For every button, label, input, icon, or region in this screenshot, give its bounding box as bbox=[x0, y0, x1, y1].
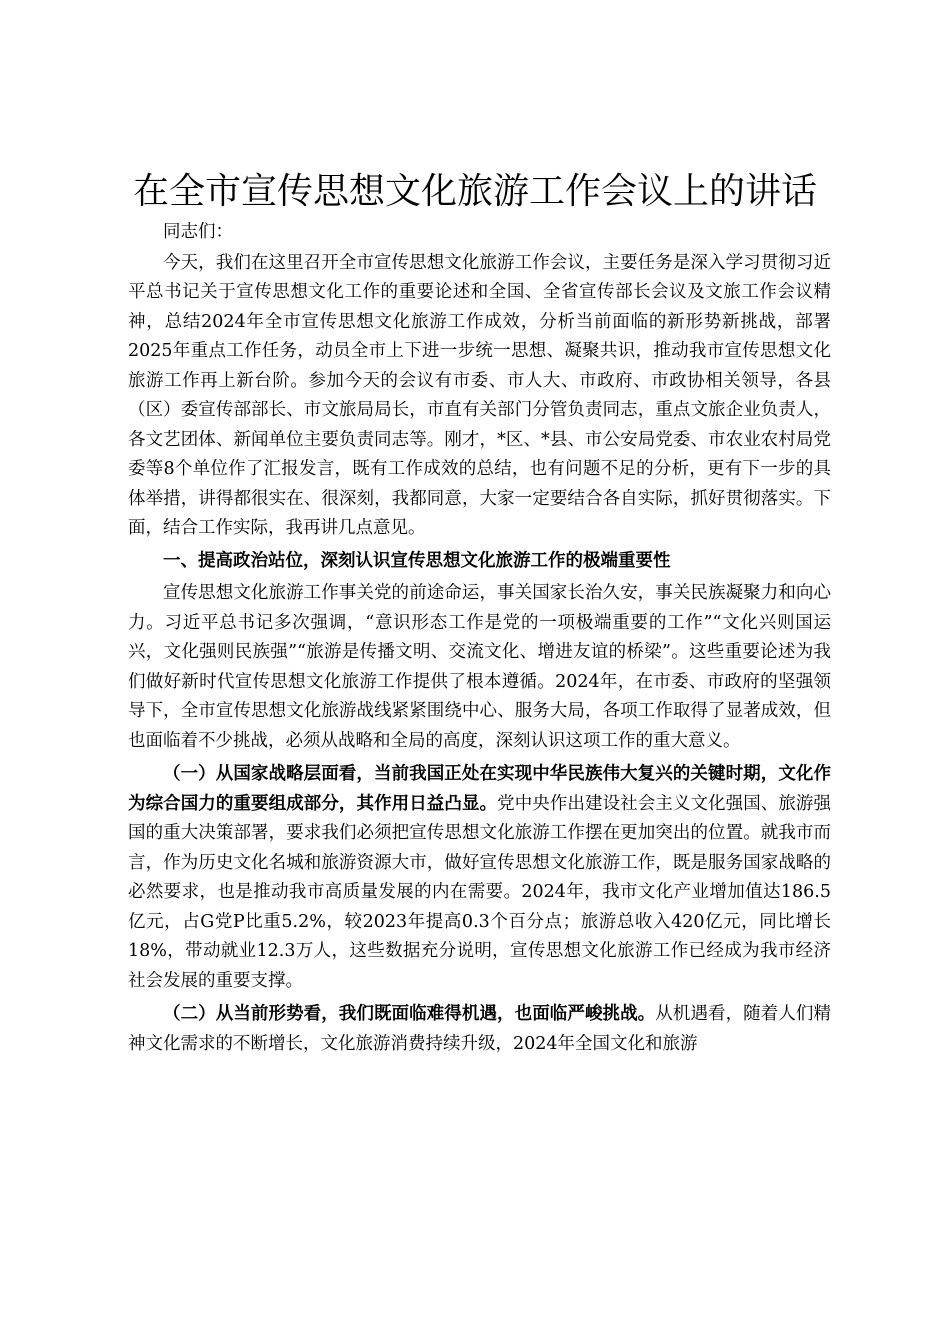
intro-paragraph: 今天，我们在这里召开全市宣传思想文化旅游工作会议，主要任务是深入学习贯彻习近平总书记关于宣传思想文化工作的重要论述和全国、全省宣传部长会议及文旅工作会议精神，总结2024年全市宣传思想文化旅游工作成效，分析当前面临的新形势新挑战，部署2025年重点工作任务，动员全市上下进一步统一思想、凝聚共识，推动我市宣传思想文化旅游工作再上新台阶。参加今天的会议有市委、市人大、市政府、市政协相关领导，各县（区）委宣传部部长、市文旅局局长，市直有关部门分管负责同志，重点文旅企业负责人，各文艺团体、新闻单位主要负责同志等。刚才，*区、*县、市公安局党委、市农业农村局党委等8个单位作了汇报发言，既有工作成效的总结，也有问题不足的分析，更有下一步的具体举措，讲得都很实在、很深刻，我都同意，大家一定要结合各自实际，抓好贯彻落实。下面，结合工作实际，我再讲几点意见。 bbox=[128, 252, 831, 538]
subsection-2-paragraph bbox=[128, 1000, 831, 1059]
document-body bbox=[128, 218, 831, 1059]
subsection-1-lead: （一）从国家战略层面看，当前我国正处在实现中华民族伟大复兴的关键时期，文化作为综合国力的重要组成部分，其作用日益凸显。 bbox=[128, 764, 831, 814]
subsection-1-paragraph bbox=[128, 760, 831, 996]
subsection-2-body: 从机遇看，随着人们精神文化需求的不断增长，文化旅游消费持续升级，2024年全国文化和旅游 bbox=[128, 1004, 832, 1054]
subsection-2-lead: （二）从当前形势看，我们既面临难得机遇，也面临严峻挑战。 bbox=[163, 1004, 656, 1024]
salutation: 同志们： bbox=[163, 222, 233, 242]
document-title: 在全市宣传思想文化旅游工作会议上的讲话 bbox=[132, 171, 817, 212]
section-1-paragraph: 宣传思想文化旅游工作事关党的前途命运，事关国家长治久安，事关民族凝聚力和向心力。习近平总书记多次强调，“意识形态工作是党的一项极端重要的工作”“文化兴则国运兴，文化强则民族强”“旅游是传播文明、交流文化、增进友谊的桥梁”。这些重要论述为我们做好新时代宣传思想文化旅游工作提供了根本遵循。2024年，在市委、市政府的坚强领导下，全市宣传思想文化旅游战线紧紧围绕中心、服务大局，各项工作取得了显著成效，但也面临着不少挑战，必须从战略和全局的高度，深刻认识这项工作的重大意义。 bbox=[128, 583, 831, 751]
section-heading-1: 一、提高政治站位，深刻认识宣传思想文化旅游工作的极端重要性 bbox=[163, 550, 671, 571]
subsection-1-body: 党中央作出建设社会主义文化强国、旅游强国的重大决策部署，要求我们必须把宣传思想文化旅游工作摆在更加突出的位置。就我市而言，作为历史文化名城和旅游资源大市，做好宣传思想文化旅游工作，既是服务国家战略的必然要求，也是推动我市高质量发展的内在需要。2024年，我市文化产业增加值达186.5亿元，占G党P比重5.2%，较2023年提高0.3个百分点；旅游总收入420亿元，同比增长18%，带动就业12.3万人，这些数据充分说明，宣传思想文化旅游工作已经成为我市经济社会发展的重要支撑。 bbox=[128, 793, 832, 991]
